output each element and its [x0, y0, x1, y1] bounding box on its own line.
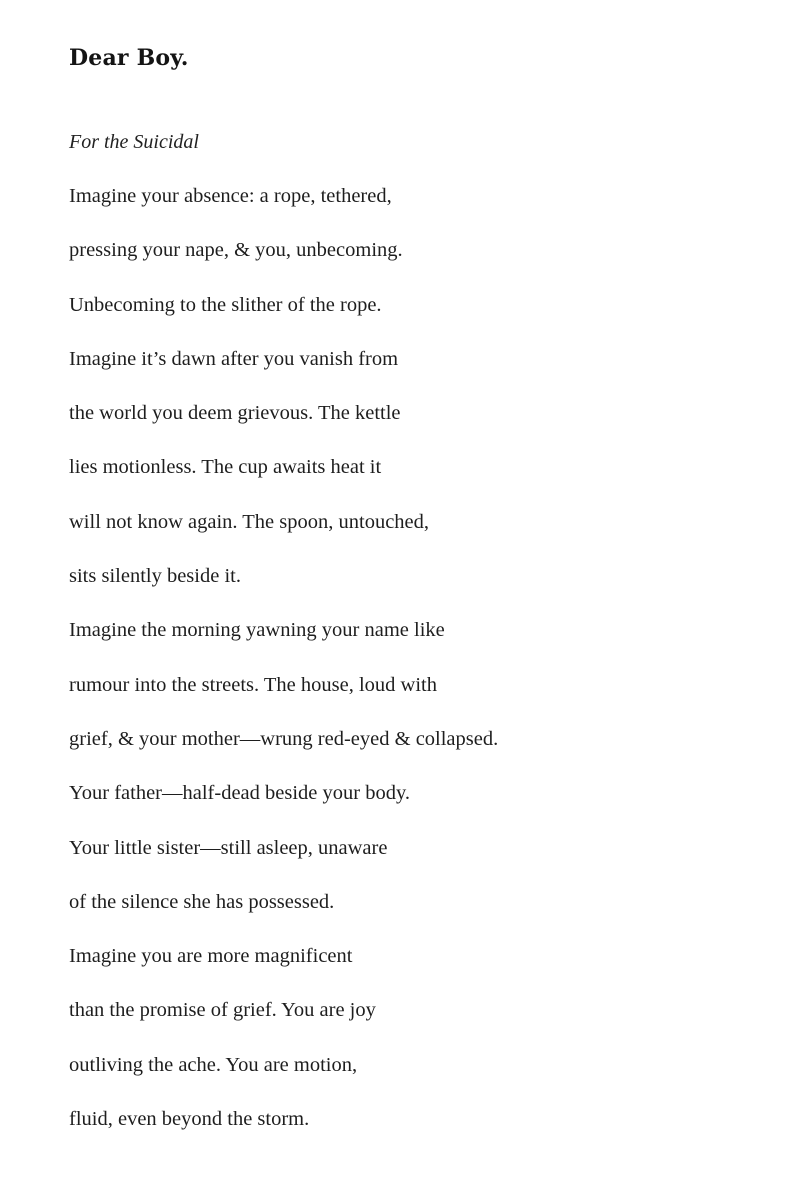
- poem-line: Unbecoming to the slither of the rope.: [69, 293, 382, 316]
- poem-line: will not know again. The spoon, untouched,: [69, 510, 430, 533]
- poem-body: [69, 182, 498, 1159]
- poem-line: grief, & your mother—wrung red-eyed & collapsed.: [69, 727, 499, 750]
- poem-line: Imagine the morning yawning your name like: [69, 619, 445, 642]
- poem-line: pressing your nape, & you, unbecoming.: [69, 239, 403, 262]
- poem-line: the world you deem grievous. The kettle: [69, 402, 401, 425]
- poem-line: Your father—half-dead beside your body.: [69, 782, 411, 805]
- poem-line: of the silence she has possessed.: [69, 890, 335, 913]
- poem-line: than the promise of grief. You are joy: [69, 999, 376, 1022]
- poem-dedication: For the Suicidal: [69, 131, 199, 153]
- poem-line: Your little sister—still asleep, unaware: [69, 836, 388, 859]
- poem-line: rumour into the streets. The house, loud with: [69, 673, 437, 696]
- poem-line: sits silently beside it.: [69, 565, 241, 588]
- poem-line: Imagine it’s dawn after you vanish from: [69, 347, 399, 370]
- poem-line: Imagine you are more magnificent: [69, 945, 353, 968]
- poem-line: Imagine your absence: a rope, tethered,: [69, 185, 392, 207]
- poem-line: outliving the ache. You are motion,: [69, 1053, 358, 1076]
- poem-line: lies motionless. The cup awaits heat it: [69, 456, 382, 479]
- poem-title: Dear Boy.: [69, 45, 189, 71]
- poem-line: fluid, even beyond the storm.: [69, 1108, 310, 1131]
